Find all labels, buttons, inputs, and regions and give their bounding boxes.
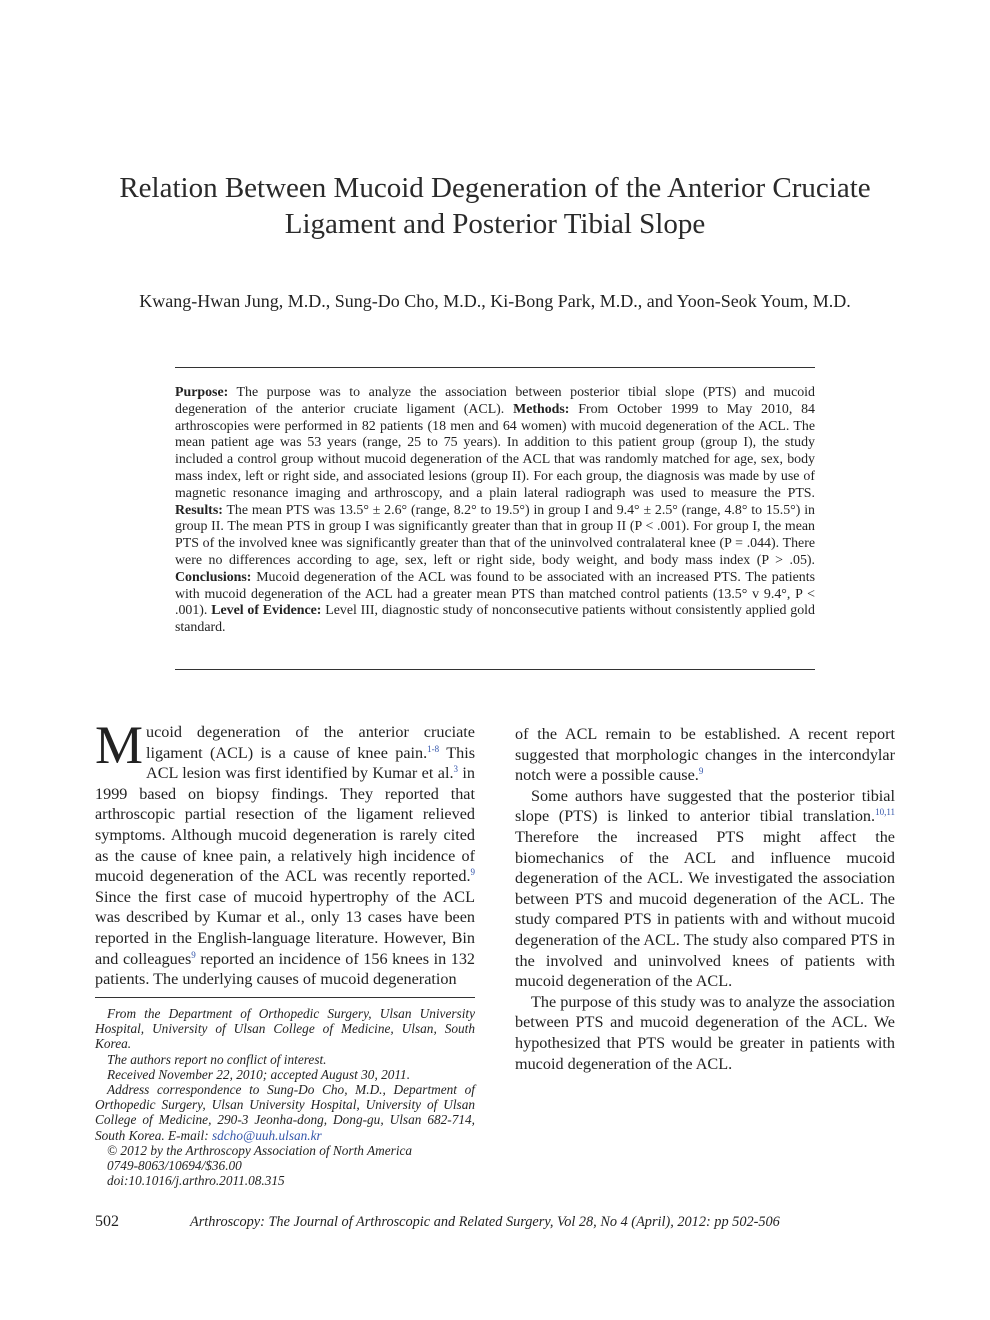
conclusions-label: Conclusions: <box>175 569 252 585</box>
evidence-label: Level of Evidence: <box>211 603 322 619</box>
body-paragraph-2 <box>515 786 895 992</box>
body-text: ucoid degeneration of the anterior cruciate ligament (ACL) is a cause of knee pain. <box>146 723 475 762</box>
received-note: Received November 22, 2010; accepted August 30, 2011. <box>107 1066 411 1082</box>
body-paragraph-3: The purpose of this study was to analyze the association between PTS and mucoid degeneration of the ACL. We hypothesized that PTS would be greater in patients with mucoid degeneration of the ACL. <box>515 992 895 1073</box>
correspondence-text: Address correspondence to Sung-Do Cho, M.D., Department of Orthopedic Surgery, Ulsan University Hospital, University of Ulsan College of Medicine, 290-3 Jeonha-dong, Dong-gu, Ulsan 682-714, South Korea. E-mail: <box>95 1082 475 1143</box>
reference-link[interactable]: 9 <box>470 867 475 878</box>
body-text: in 1999 based on biopsy findings. They reported that arthroscopic partial resection of the ligament relieved symptoms. Although mucoid degeneration is rarely cited as the cause of knee pain, a relatively high incidence of mucoid degeneration of the ACL was recently reported. <box>95 764 475 886</box>
body-text: Therefore the increased PTS might affect the biomechanics of the ACL and influence mucoid degeneration of the ACL. We investigated the association between PTS and mucoid degeneration of the ACL. The study compared PTS in patients with and without mucoid degeneration of the ACL. The study also compared PTS in the involved and uninvolved knees of patients with mucoid degeneration of the ACL. <box>515 827 895 991</box>
abstract-paragraph <box>175 385 815 637</box>
page-number: 502 <box>95 1213 119 1230</box>
drop-cap: M <box>95 715 144 775</box>
footnote-rule <box>95 997 475 998</box>
issn-note: 0749-8063/10694/$36.00 <box>107 1158 242 1174</box>
methods-label: Methods: <box>513 401 570 417</box>
body-text: reported an incidence of 156 knees in 132 patients. The underlying causes of mucoid degeneration <box>95 949 476 989</box>
purpose-label: Purpose: <box>175 385 229 400</box>
correspondence-note <box>95 1082 475 1143</box>
reference-link[interactable]: 10,11 <box>875 807 895 818</box>
abstract-bottom-rule <box>175 669 815 670</box>
email-link[interactable]: sdcho@uuh.ulsan.kr <box>211 1127 322 1143</box>
body-column-left <box>95 715 476 990</box>
body-text: of the ACL remain to be established. A recent report suggested that morphologic changes in the intercondylar notch were a possible cause. <box>515 725 895 785</box>
body-paragraph-1 <box>95 715 476 990</box>
body-text: Since the first case of mucoid hypertrophy of the ACL was described by Kumar et al., only 13 cases have been reported in the English-language literature. However, Bin and colleagues <box>95 887 475 968</box>
conflict-note: The authors report no conflict of interest. <box>107 1051 327 1067</box>
body-paragraph-1-continued <box>515 724 895 786</box>
conclusions-text: Mucoid degeneration of the ACL was found to be associated with an increased PTS. The patients with mucoid degeneration of the ACL had a greater mean PTS than matched control patients (13.5° v 9.4°, P < .001). <box>175 569 815 619</box>
title-line-2: Ligament and Posterior Tibial Slope <box>284 208 706 240</box>
footnotes <box>95 1006 475 1188</box>
copyright-note: © 2012 by the Arthroscopy Association of North America <box>107 1142 413 1158</box>
body-column-right <box>515 724 895 1074</box>
affiliation-note: From the Department of Orthopedic Surgery, Ulsan University Hospital, University of Ulsan College of Medicine, Ulsan, South Korea. <box>95 1006 475 1052</box>
abstract <box>175 385 815 637</box>
reference-link[interactable]: 9 <box>698 766 704 777</box>
purpose-text: The purpose was to analyze the association between posterior tibial slope (PTS) and mucoid degeneration of the anterior cruciate ligament (ACL). <box>175 385 815 417</box>
article-title <box>60 170 930 242</box>
journal-citation: Arthroscopy: The Journal of Arthroscopic and Related Surgery, Vol 28, No 4 (April), 2012: pp 502-506 <box>190 1214 780 1230</box>
reference-link[interactable]: 9 <box>191 949 196 960</box>
doi-note: doi:10.1016/j.arthro.2011.08.315 <box>107 1173 285 1189</box>
results-text: The mean PTS was 13.5° ± 2.6° (range, 8.2° to 19.5°) in group I and 9.4° ± 2.5° (range, 4.8° to 15.5°) in group II. The mean PTS in group I was significantly greater than that in group II (P < .001). For group I, the mean PTS of the involved knee was significantly greater than that of the uninvolved contralateral knee (P = .044). There were no differences according to age, sex, left or right side, body weight, and body mass index (P > .05). <box>175 502 815 568</box>
methods-text: From October 1999 to May 2010, 84 arthroscopies were performed in 82 patients (18 men and 64 women) with mucoid degeneration of the ACL. The mean patient age was 53 years (range, 25 to 75 years). In addition to this patient group (group I), the study included a control group without mucoid degeneration of the ACL that was randomly matched for age, sex, body mass index, left or right side, and associated lesions (group II). For each group, the diagnosis was made by use of magnetic resonance imaging and arthroscopy, and a plain lateral radiograph was used to measure the PTS. <box>175 401 815 501</box>
evidence-text: Level III, diagnostic study of nonconsecutive patients without consistently applied gold standard. <box>175 603 815 636</box>
body-text: Some authors have suggested that the posterior tibial slope (PTS) is linked to anterior tibial translation. <box>515 786 895 826</box>
reference-link[interactable]: 1-8 <box>427 743 440 754</box>
title-line-1: Relation Between Mucoid Degeneration of the Anterior Cruciate <box>119 172 871 204</box>
reference-link[interactable]: 3 <box>453 764 458 775</box>
body-text: This ACL lesion was first identified by Kumar et al. <box>146 743 475 783</box>
abstract-top-rule <box>175 367 815 368</box>
results-label: Results: <box>175 502 223 518</box>
author-list: Kwang-Hwan Jung, M.D., Sung-Do Cho, M.D., Ki-Bong Park, M.D., and Yoon-Seok Youm, M.D. <box>139 291 851 311</box>
